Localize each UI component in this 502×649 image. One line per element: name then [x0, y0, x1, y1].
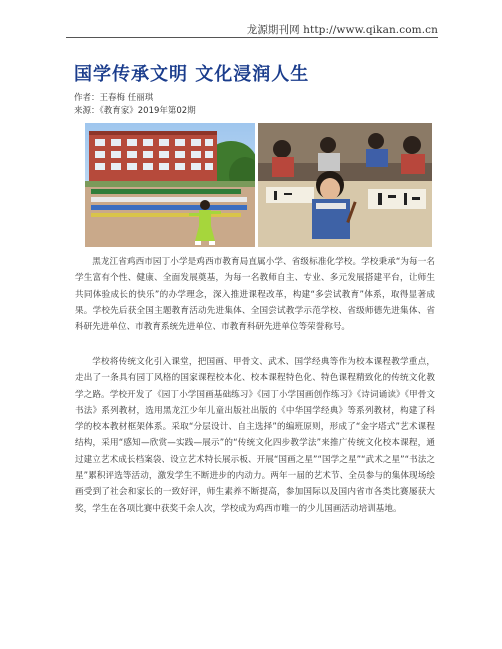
article-title: 国学传承文明 文化浸润人生	[74, 64, 310, 85]
header-divider	[66, 37, 438, 38]
article-source: 来源：《教育家》2019年第02期	[74, 106, 196, 116]
site-header[interactable]: 龙源期刊网 http://www.qikan.com.cn	[246, 24, 438, 36]
classroom-calligraphy-photo	[258, 123, 432, 247]
article-paragraph: 学校将传统文化引入课堂，把国画、甲骨文、武术、国学经典等作为校本课程教学重点，走出了一条具有园丁风格的国家课程校本化、校本课程特色化、特色课程精致化的传统文化教学之路。学校开发了《园丁小学国画基础练习》《园丁小学国画创作练习》《诗词诵读》《甲骨文书法》系列教材，选用黑龙江少年儿童出版社出版的《中华国学经典》等系列教材，构建了科学的校本教材框架体系。采取“分层设计、自主选择”的编班原则，形成了“金字塔式”艺术课程结构，采用“感知—欣赏—实践—展示”的“传统文化四步教学法”来推广传统文化校本课程，通过建立艺术成长档案袋、设立艺术特长展示板、开展“国画之星”“国学之星”“武术之星”“书法之星”累积评选等活动，激发学生不断进步的内动力。两年一届的艺术节、全员参与的集体现场绘画受到了社会和家长的一致好评，师生素养不断提高，参加国际以及国内省市各类比赛屡获大奖，学生在各项比赛中获奖千余人次，学校成为鸡西市唯一的少儿国画活动培训基地。	[75, 357, 435, 514]
article-authors: 作者：王春梅 任丽琪	[74, 93, 154, 103]
school-yard-performance-photo	[85, 123, 255, 247]
article-paragraph: 黑龙江省鸡西市园丁小学是鸡西市教育局直属小学、省级标准化学校。学校秉承“为每一名学生富有个性、健康、全面发展奠基，为每一名教师自主、专业、多元发展搭建平台，让师生共同体验成长的快乐”的办学理念，深入推进课程改革，构建“多尝试教育”体系，取得显著成果。学校先后获全国主题教育活动先进集体、全国尝试教学示范学校、省级师德先进集体、省科研先进单位、市教育系统先进单位、市教育科研先进单位等荣誉称号。	[75, 257, 435, 333]
